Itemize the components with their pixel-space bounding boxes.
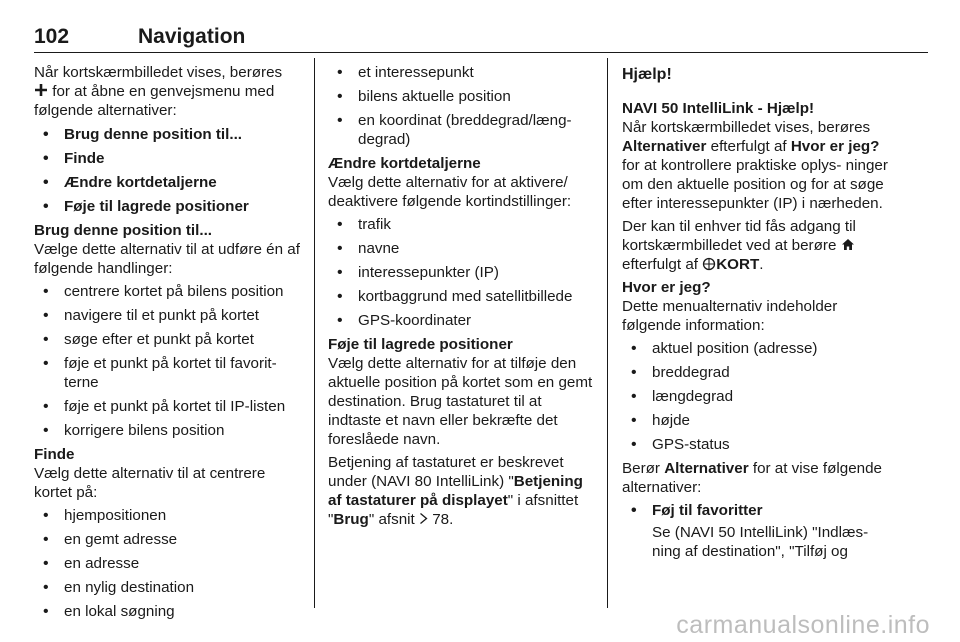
find-body: Vælg dette alternativ til at centrere kortet på:: [34, 465, 266, 501]
column-divider: [314, 58, 315, 608]
favorites-description: Se (NAVI 50 IntelliLink) "Indlæs- ning af destination", "Tilføj og: [652, 524, 869, 560]
use-position-body: Vælge dette alternativ til at udføre én af følgende handlinger:: [34, 241, 300, 277]
section-title: Navigation: [138, 25, 246, 48]
keyboard-paragraph: Betjening af tastaturet er beskrevet under (NAVI 80 IntelliLink) "Betjening af tastaturer på displayet" i afsnittet "Brug" afsnit 78.: [328, 454, 583, 528]
list-item: • højde: [622, 411, 892, 430]
find-heading: Finde: [34, 446, 75, 463]
list-item: • GPS-koordinater: [328, 311, 598, 330]
change-details-body: Vælg dette alternativ for at aktivere/ deaktivere følgende kortindstillinger:: [328, 174, 572, 210]
page-header: [34, 22, 928, 53]
change-details-list: [328, 215, 598, 330]
watermark: carmanualsonline.info: [676, 611, 930, 639]
column-divider: [607, 58, 608, 608]
home-icon: [841, 238, 855, 251]
change-details-heading: Ændre kortdetaljerne: [328, 155, 481, 172]
list-item: • søge efter et punkt på kortet: [34, 330, 302, 349]
intro-paragraph: Når kortskærmbilledet vises, berøres for at åbne en genvejsmenu med følgende alternativer:: [34, 64, 283, 119]
list-item: • føje et punkt på kortet til IP-listen: [34, 397, 302, 416]
list-item: • centrere kortet på bilens position: [34, 282, 302, 301]
list-item: • en nylig destination: [34, 578, 302, 597]
where-am-i-heading: Hvor er jeg?: [622, 279, 711, 296]
help-heading: Hjælp!: [622, 66, 672, 83]
list-item: • Føj til favoritter: [622, 501, 892, 520]
list-item: • en lokal søgning: [34, 602, 302, 621]
list-item: • bilens aktuelle position: [328, 87, 598, 106]
map-compass-icon: [702, 257, 716, 271]
page-reference-icon: [419, 512, 428, 525]
list-item: • Finde: [34, 149, 302, 168]
list-item: • en koordinat (breddegrad/læng- degrad): [328, 111, 598, 149]
find-list: [34, 506, 302, 621]
use-position-heading: Brug denne position til...: [34, 222, 213, 239]
list-item: • interessepunkter (IP): [328, 263, 598, 282]
list-item: • føje et punkt på kortet til favorit- terne: [34, 354, 302, 392]
where-am-i-list: [622, 339, 892, 454]
list-item: • aktuel position (adresse): [622, 339, 892, 358]
list-item: • en gemt adresse: [34, 530, 302, 549]
list-item: • Ændre kortdetaljerne: [34, 173, 302, 192]
use-position-list: [34, 282, 302, 440]
column-3: [622, 63, 892, 561]
alternatives-list: [622, 501, 892, 520]
list-item: • GPS-status: [622, 435, 892, 454]
find-list-continued: [328, 63, 598, 149]
save-positions-heading: Føje til lagrede positioner: [328, 336, 513, 353]
navi50-help-subheading: NAVI 50 IntelliLink - Hjælp!: [622, 100, 815, 117]
list-item: • trafik: [328, 215, 598, 234]
list-item: • navigere til et punkt på kortet: [34, 306, 302, 325]
list-item: • hjempositionen: [34, 506, 302, 525]
list-item: • navne: [328, 239, 598, 258]
list-item: • Brug denne position til...: [34, 125, 302, 144]
list-item: • Føje til lagrede positioner: [34, 197, 302, 216]
help-paragraph-1: Når kortskærmbilledet vises, berøres Alternativer efterfulgt af Hvor er jeg? for at kontrollere praktiske oplys- ninger om den aktuelle position og for at søge efter interessepunkter (IP) i nærheden.: [622, 119, 888, 212]
list-item: • længdegrad: [622, 387, 892, 406]
column-1: [34, 63, 302, 626]
list-item: • en adresse: [34, 554, 302, 573]
where-am-i-body: Dette menualternativ indeholder følgende information:: [622, 298, 838, 334]
page-number: 102: [34, 25, 70, 48]
context-menu-list: [34, 125, 302, 216]
help-paragraph-2: Der kan til enhver tid fås adgang til kortskærmbilledet ved at berøre efterfulgt af KORT.: [622, 218, 856, 273]
plus-icon: [34, 83, 48, 97]
save-positions-body: Vælg dette alternativ for at tilføje den aktuelle position på kortet som en gemt destination. Brug tastaturet til at indtaste et navn eller bekræfte det foreslåede navn.: [328, 355, 593, 448]
list-item: • korrigere bilens position: [34, 421, 302, 440]
column-2: [328, 63, 598, 533]
alternatives-paragraph: Berør Alternativer for at vise følgende alternativer:: [622, 460, 883, 496]
list-item: • kortbaggrund med satellitbillede: [328, 287, 598, 306]
list-item: • breddegrad: [622, 363, 892, 382]
list-item: • et interessepunkt: [328, 63, 598, 82]
